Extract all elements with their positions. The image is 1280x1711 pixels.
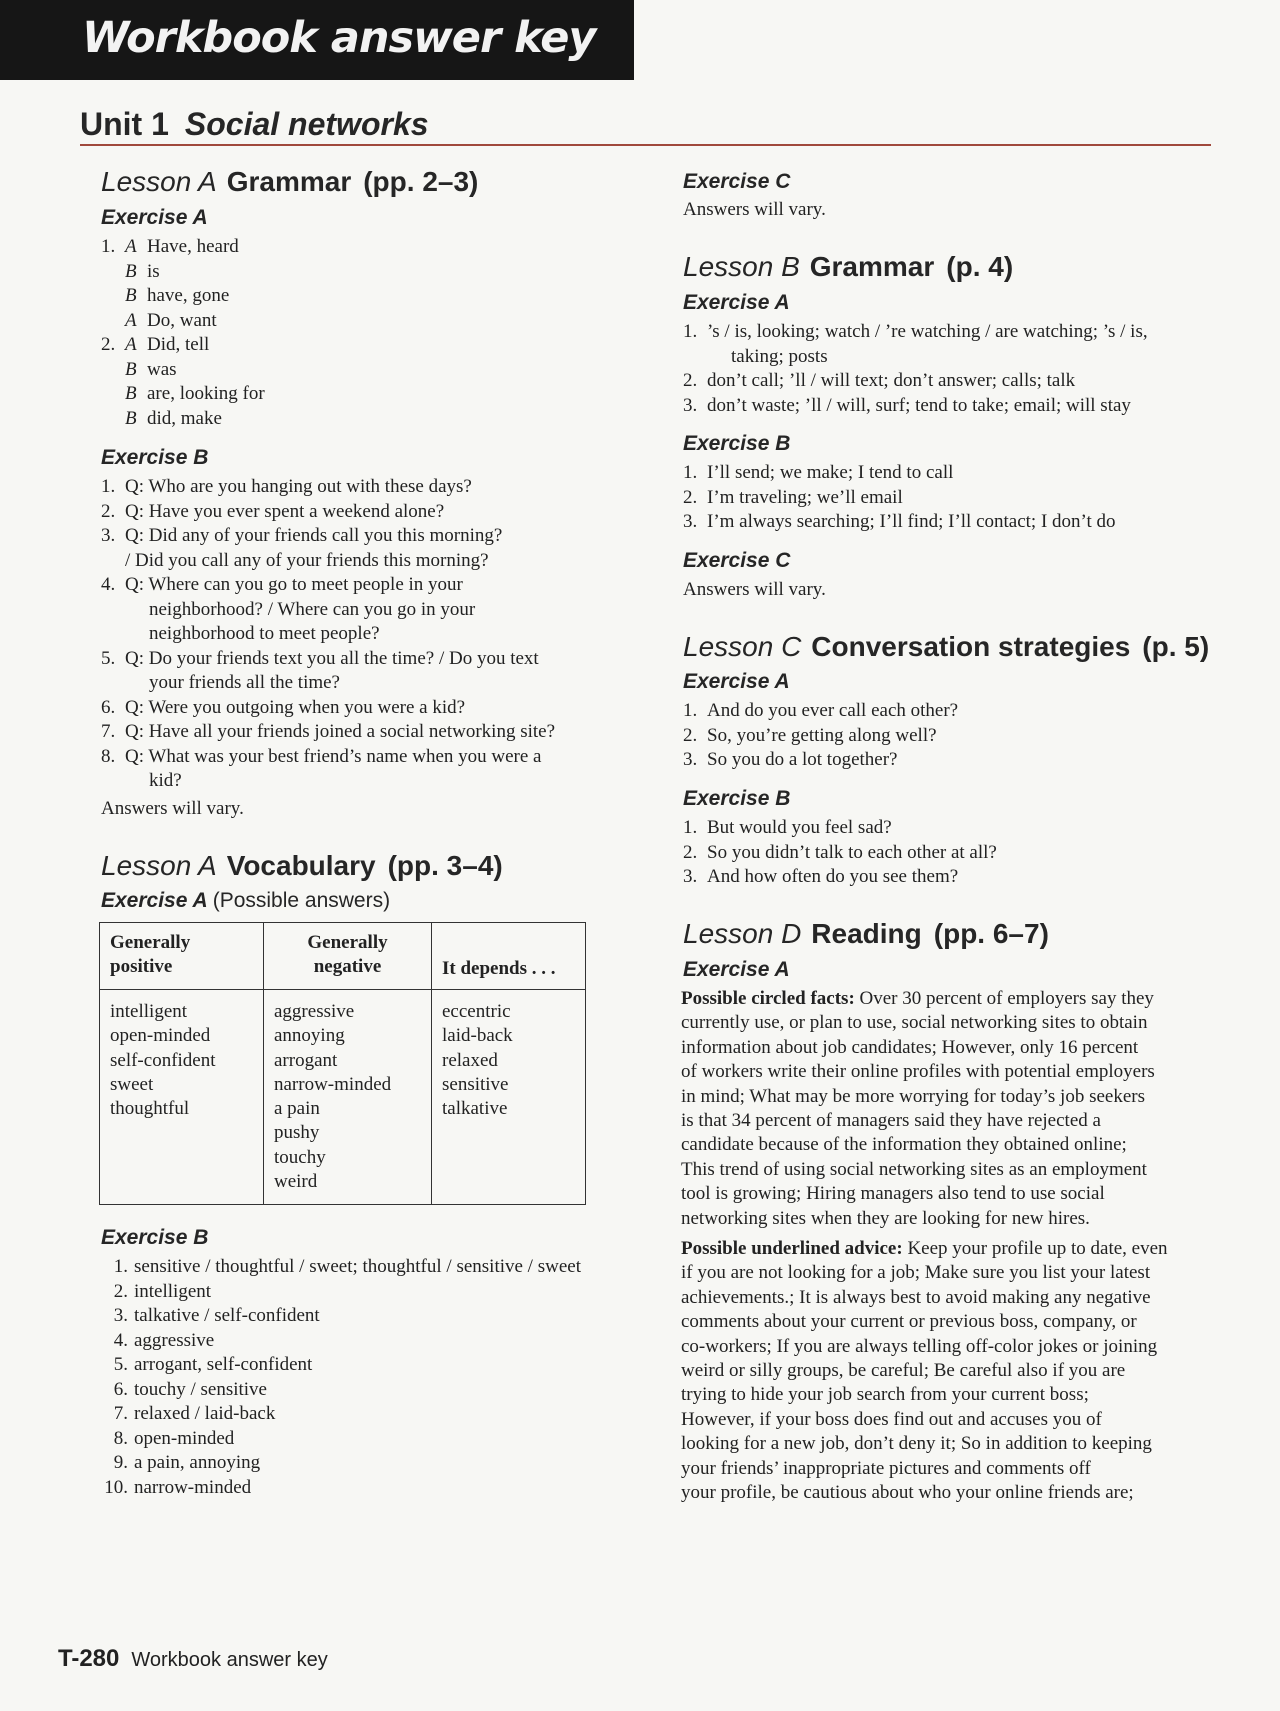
unit-number: Unit 1 <box>80 106 169 142</box>
vocab-word: sensitive <box>442 1073 509 1095</box>
paragraph-line <box>681 1383 1168 1407</box>
column-header: Generally positive <box>100 923 264 990</box>
answer-text: ’s / is, looking; watch / ’re watching / are watching; ’s / is, <box>707 321 1148 342</box>
list-item <box>101 500 555 525</box>
answer-text: So you didn’t talk to each other at all? <box>707 841 997 863</box>
vocab-word: sweet <box>110 1073 154 1095</box>
answer-line <box>101 260 265 285</box>
list-item <box>96 1280 581 1305</box>
answer-text: have, gone <box>147 285 230 306</box>
paragraph-text: looking for a new job, don’t deny it; So in addition to keeping <box>681 1433 1152 1455</box>
answer-text: was <box>147 358 177 380</box>
vocab-word: arrogant <box>274 1049 338 1071</box>
paragraph-line <box>681 1182 1155 1206</box>
paragraph-text: trying to hide your job search from your current boss; <box>681 1384 1089 1406</box>
item-number: 10. <box>104 1476 128 1498</box>
paragraph-text: tool is growing; Hiring managers also tend to use social <box>681 1183 1105 1205</box>
column-header: Generally negative <box>264 923 432 990</box>
answer-text: Do, want <box>147 309 217 331</box>
answers-note: Answers will vary. <box>101 798 244 819</box>
answer-text: intelligent <box>134 1280 212 1302</box>
answer-text: Q: Were you outgoing when you were a kid? <box>125 696 466 718</box>
answer-text: Q: Have you ever spent a weekend alone? <box>125 500 445 522</box>
paragraph-label: Possible underlined advice: <box>681 1238 903 1259</box>
list-item <box>101 549 555 574</box>
page-title: Workbook answer key <box>82 13 596 63</box>
answer-line <box>101 358 265 383</box>
answer-line <box>101 235 265 260</box>
item-number: 1. <box>113 1256 128 1277</box>
unit-heading <box>80 106 429 143</box>
table-header-row <box>100 923 586 990</box>
answer-text: neighborhood to meet people? <box>149 623 380 644</box>
item-number: 3. <box>683 511 698 532</box>
item-number: 1. <box>683 462 698 483</box>
answer-line <box>101 309 265 334</box>
exercise-a-answers <box>683 699 958 773</box>
header-banner <box>0 0 634 80</box>
page-footer <box>58 1645 328 1673</box>
paragraph-line <box>681 1310 1168 1334</box>
paragraph-line <box>681 1457 1168 1481</box>
item-number: 5. <box>113 1354 128 1375</box>
page-number: T-280 <box>58 1645 120 1672</box>
item-number: 1. <box>683 817 698 838</box>
item-number: 9. <box>113 1452 128 1473</box>
answer-text: relaxed / laid-back <box>134 1403 276 1424</box>
lesson-b-grammar-heading <box>683 251 1013 283</box>
exercise-b-answers <box>683 816 997 890</box>
paragraph-text: candidate because of the information they obtained online; <box>681 1134 1127 1156</box>
footer-text: Workbook answer key <box>131 1649 328 1671</box>
paragraph-line <box>681 1286 1168 1310</box>
paragraph-text: if you are not looking for a job; Make sure you list your latest <box>681 1262 1151 1284</box>
item-number: 3. <box>101 525 116 546</box>
speaker-label: A <box>125 309 137 331</box>
table-cell <box>100 990 264 1205</box>
answer-text: open-minded <box>134 1427 235 1449</box>
exercise-heading: Exercise A <box>683 958 790 981</box>
vocab-word: aggressive <box>274 1001 355 1022</box>
lesson-c-heading <box>683 631 1209 663</box>
answer-text: a pain, annoying <box>134 1452 261 1473</box>
list-item <box>683 461 1116 486</box>
table-cell <box>432 990 586 1205</box>
item-number: 2. <box>683 724 698 746</box>
lesson-name: Lesson C <box>683 631 802 662</box>
paragraph-text: co-workers; If you are always telling off-color jokes or joining <box>681 1335 1158 1357</box>
answer-text: Q: Did any of your friends call you this morning? <box>125 525 503 546</box>
paragraph-line <box>681 1060 1155 1084</box>
list-item <box>101 769 555 794</box>
item-number: 1. <box>101 236 116 257</box>
list-item <box>683 510 1116 535</box>
speaker-label: B <box>125 260 137 282</box>
item-number: 4. <box>113 1329 128 1351</box>
underlined-advice-paragraph <box>681 1237 1168 1505</box>
exercise-b-answers <box>101 475 555 794</box>
lesson-pages: (p. 4) <box>946 251 1014 282</box>
list-item <box>101 598 555 623</box>
lesson-pages: (pp. 3–4) <box>387 850 503 881</box>
speaker-label: B <box>125 407 137 429</box>
item-number: 1. <box>101 476 116 497</box>
lesson-name: Lesson D <box>683 918 802 949</box>
list-item <box>96 1427 581 1452</box>
exercise-note: (Possible answers) <box>212 889 391 912</box>
unit-name: Social networks <box>184 106 429 142</box>
answer-line <box>101 382 265 407</box>
exercise-heading: Exercise C <box>683 549 791 572</box>
vocab-word: touchy <box>274 1146 326 1168</box>
column-header: It depends . . . <box>432 923 586 990</box>
list-item <box>96 1353 581 1378</box>
answer-text: narrow-minded <box>134 1476 252 1498</box>
list-item <box>683 486 1116 511</box>
paragraph-line <box>681 1207 1155 1231</box>
answer-line <box>101 333 265 358</box>
list-item <box>683 841 997 866</box>
speaker-label: B <box>125 285 137 306</box>
list-item <box>683 345 1148 370</box>
answer-text: Q: Who are you hanging out with these days? <box>125 476 472 497</box>
item-number: 8. <box>101 745 116 767</box>
paragraph-text: This trend of using social networking sites as an employment <box>681 1158 1147 1180</box>
item-number: 2. <box>101 334 116 355</box>
list-item <box>683 699 958 724</box>
answer-text: touchy / sensitive <box>134 1378 267 1400</box>
paragraph-text: networking sites when they are looking for new hires. <box>681 1207 1090 1229</box>
vocab-word: a pain <box>274 1098 320 1120</box>
lesson-topic: Reading <box>811 918 922 949</box>
paragraph-line <box>681 987 1155 1011</box>
lesson-topic: Grammar <box>226 166 352 197</box>
vocab-word: narrow-minded <box>274 1073 392 1095</box>
exercise-heading: Exercise B <box>683 787 791 810</box>
lesson-topic: Vocabulary <box>226 850 376 881</box>
exercise-heading: Exercise A <box>683 670 790 693</box>
list-item <box>101 573 555 598</box>
lesson-topic: Conversation strategies <box>811 631 1131 662</box>
exercise-a-answers <box>101 235 265 431</box>
vocab-word: eccentric <box>442 1001 511 1022</box>
vocabulary-table <box>99 922 586 1205</box>
item-number: 2. <box>683 486 698 508</box>
list-item <box>96 1304 581 1329</box>
vocab-word: laid-back <box>442 1025 513 1047</box>
list-item <box>96 1402 581 1427</box>
list-item <box>101 475 555 500</box>
answer-text: Q: Where can you go to meet people in your <box>125 574 463 595</box>
answer-text: I’m always searching; I’ll find; I’ll contact; I don’t do <box>707 511 1116 532</box>
paragraph-line <box>681 1261 1168 1285</box>
paragraph-text: currently use, or plan to use, social networking sites to obtain <box>681 1012 1148 1034</box>
answer-text: Q: What was your best friend’s name when you were a <box>125 745 542 767</box>
paragraph-text: achievements.; It is always best to avoid making any negative <box>681 1286 1151 1308</box>
answer-text: taking; posts <box>731 345 828 367</box>
exercise-heading <box>101 889 390 913</box>
answer-text: your friends all the time? <box>149 672 340 693</box>
list-item <box>683 748 958 773</box>
lesson-pages: (pp. 6–7) <box>933 918 1049 949</box>
paragraph-line <box>681 1036 1155 1060</box>
item-number: 2. <box>113 1280 128 1302</box>
list-item <box>683 865 997 890</box>
exercise-heading: Exercise C <box>683 170 791 193</box>
answer-text: I’ll send; we make; I tend to call <box>707 462 954 483</box>
list-item <box>101 622 555 647</box>
item-number: 1. <box>683 700 698 721</box>
vocab-word: annoying <box>274 1025 345 1047</box>
exercise-b-answers <box>96 1255 581 1500</box>
vocab-word: intelligent <box>110 1001 188 1022</box>
list-item <box>101 524 555 549</box>
speaker-label: A <box>125 236 137 257</box>
exercise-heading: Exercise B <box>101 446 209 469</box>
exercise-b-answers <box>683 461 1116 535</box>
vocab-word: open-minded <box>110 1025 211 1047</box>
answers-note: Answers will vary. <box>683 579 826 600</box>
exercise-heading: Exercise A <box>683 291 790 314</box>
answer-text: And do you ever call each other? <box>707 700 959 721</box>
paragraph-line <box>681 1432 1168 1456</box>
list-item <box>101 671 555 696</box>
vocab-word: self-confident <box>110 1049 216 1071</box>
answer-line <box>101 284 265 309</box>
item-number: 3. <box>113 1305 128 1326</box>
answer-text: Q: Have all your friends joined a social networking site? <box>125 721 556 742</box>
item-number: 7. <box>101 721 116 742</box>
item-number: 1. <box>683 321 698 342</box>
exercise-heading: Exercise A <box>101 206 208 229</box>
list-item <box>96 1378 581 1403</box>
list-item <box>101 720 555 745</box>
table-row <box>100 990 586 1205</box>
paragraph-text: of workers write their online profiles with potential employers <box>681 1061 1155 1083</box>
lesson-a-grammar-heading <box>101 166 478 198</box>
unit-divider <box>80 144 1211 146</box>
list-item <box>101 647 555 672</box>
exercise-heading: Exercise B <box>683 432 791 455</box>
answer-text: And how often do you see them? <box>707 866 959 887</box>
answer-text: I’m traveling; we’ll email <box>707 486 903 508</box>
paragraph-text: information about job candidates; However, only 16 percent <box>681 1036 1139 1058</box>
item-number: 6. <box>113 1378 128 1400</box>
list-item <box>683 724 958 749</box>
lesson-name: Lesson B <box>683 251 800 282</box>
lesson-name: Lesson A <box>101 166 217 197</box>
lesson-pages: (p. 5) <box>1142 631 1210 662</box>
vocab-word: relaxed <box>442 1049 498 1071</box>
list-item <box>683 320 1148 345</box>
exercise-a-answers <box>683 320 1148 418</box>
answer-text: don’t call; ’ll / will text; don’t answer; calls; talk <box>707 370 1076 391</box>
paragraph-text: your friends’ inappropriate pictures and comments off <box>681 1457 1091 1479</box>
vocab-word: thoughtful <box>110 1098 190 1120</box>
answer-text: So you do a lot together? <box>707 749 898 770</box>
list-item <box>96 1255 581 1280</box>
paragraph-text: in mind; What may be more worrying for today’s job seekers <box>681 1085 1145 1107</box>
paragraph-line <box>681 1133 1155 1157</box>
vocab-word: pushy <box>274 1122 320 1144</box>
list-item <box>101 745 555 770</box>
paragraph-line <box>681 1237 1168 1261</box>
paragraph-text: weird or silly groups, be careful; Be careful also if you are <box>681 1360 1126 1382</box>
answer-text: Did, tell <box>147 334 210 355</box>
speaker-label: B <box>125 383 137 404</box>
speaker-label: A <box>125 334 137 355</box>
paragraph-text: However, if your boss does find out and accuses you of <box>681 1408 1102 1430</box>
answer-text: aggressive <box>134 1329 215 1351</box>
item-number: 5. <box>101 647 116 669</box>
item-number: 3. <box>683 394 698 416</box>
paragraph-line <box>681 1158 1155 1182</box>
paragraph-text: your profile, be cautious about who your online friends are; <box>681 1482 1134 1504</box>
answer-text: arrogant, self-confident <box>134 1354 313 1375</box>
lesson-a-vocabulary-heading <box>101 850 503 882</box>
answer-text: But would you feel sad? <box>707 817 892 838</box>
paragraph-line <box>681 1109 1155 1133</box>
answer-text: are, looking for <box>147 383 265 404</box>
item-number: 2. <box>683 370 698 391</box>
answer-line <box>101 407 265 432</box>
answer-text: neighborhood? / Where can you go in your <box>149 598 476 620</box>
paragraph-label: Possible circled facts: <box>681 988 855 1009</box>
list-item <box>101 696 555 721</box>
answer-text: So, you’re getting along well? <box>707 724 937 746</box>
paragraph-line <box>681 1011 1155 1035</box>
item-number: 4. <box>101 574 116 595</box>
vocab-word: talkative <box>442 1098 508 1120</box>
answer-text: talkative / self-confident <box>134 1305 320 1326</box>
answer-text: / Did you call any of your friends this morning? <box>125 549 489 571</box>
answers-note: Answers will vary. <box>683 199 826 220</box>
lesson-pages: (pp. 2–3) <box>363 166 479 197</box>
answer-text: Have, heard <box>147 236 239 257</box>
item-number: 2. <box>101 500 116 522</box>
paragraph-line <box>681 1335 1168 1359</box>
list-item <box>96 1476 581 1501</box>
list-item <box>96 1329 581 1354</box>
answer-text: did, make <box>147 407 222 429</box>
lesson-d-heading <box>683 918 1049 950</box>
item-number: 6. <box>101 696 116 718</box>
list-item <box>683 816 997 841</box>
answer-text: sensitive / thoughtful / sweet; thoughtful / sensitive / sweet <box>134 1256 581 1277</box>
answer-text: kid? <box>149 770 182 791</box>
paragraph-text: Over 30 percent of employers say they <box>854 988 1154 1009</box>
list-item <box>683 369 1148 394</box>
exercise-label: Exercise A <box>101 889 207 912</box>
paragraph-text: comments about your current or previous boss, company, or <box>681 1311 1137 1333</box>
item-number: 2. <box>683 841 698 863</box>
exercise-heading: Exercise B <box>101 1226 209 1249</box>
paragraph-line <box>681 1359 1168 1383</box>
item-number: 7. <box>113 1403 128 1424</box>
lesson-topic: Grammar <box>809 251 935 282</box>
circled-facts-paragraph <box>681 987 1155 1231</box>
paragraph-line <box>681 1085 1155 1109</box>
item-number: 3. <box>683 749 698 770</box>
item-number: 8. <box>113 1427 128 1449</box>
paragraph-line <box>681 1408 1168 1432</box>
paragraph-text: is that 34 percent of managers said they have rejected a <box>681 1110 1101 1132</box>
paragraph-line <box>681 1481 1168 1505</box>
vocab-word: weird <box>274 1171 318 1193</box>
item-number: 3. <box>683 866 698 887</box>
speaker-label: B <box>125 358 137 380</box>
list-item <box>683 394 1148 419</box>
lesson-name: Lesson A <box>101 850 217 881</box>
answer-text: don’t waste; ’ll / will, surf; tend to take; email; will stay <box>707 394 1131 416</box>
list-item <box>96 1451 581 1476</box>
answer-text: is <box>147 260 160 282</box>
paragraph-text: Keep your profile up to date, even <box>902 1238 1168 1259</box>
table-cell <box>264 990 432 1205</box>
answer-text: Q: Do your friends text you all the time? / Do you text <box>125 647 539 669</box>
